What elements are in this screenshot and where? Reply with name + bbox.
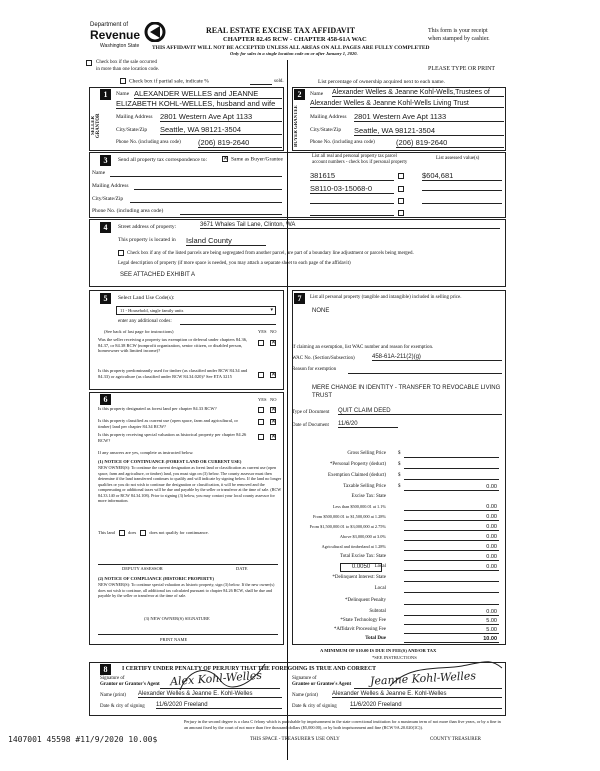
buyer-phone[interactable]: (206) 819-2640 [396,138,504,148]
form-subtitle: CHAPTER 82.45 RCW - CHAPTER 458-61A WAC [223,36,367,43]
doc-date-label: Date of Document [292,423,329,428]
calc-total-state-value[interactable]: 0.00 [404,554,499,561]
s5-q1: Was the seller receiving a property tax exemption or deferral under chapters 84.36, 84.37, or 84.38 RCW (nonprofit organization, senior citizen, or disabled person, homeowner with limited income)? [98,337,248,353]
receipt-note-1: This form is your receipt [428,28,488,34]
treasurer-use: THIS SPACE - TREASURER'S USE ONLY [250,737,340,742]
s6-q1-no[interactable]: ✕ [271,407,277,413]
calc-tech-fee [292,618,506,626]
new-owner-signature-label: (3) NEW OWNER(S) SIGNATURE [144,616,210,621]
calc-local [292,564,506,572]
minimum-note: A MINIMUM OF $10.00 IS DUE IN FEE(S) AND/OR TAX [320,648,437,653]
parcel-4[interactable] [310,209,394,216]
multi-location-label-2: in more than one location code. [96,67,160,72]
calc-tier4-label: Above $3,000,000 at 3.0% [339,534,386,539]
street-label: Street address of property: [118,224,177,230]
section-6-number: 6 [100,394,111,405]
partial-sale-row[interactable] [120,78,209,84]
no-header-5: NO [270,329,277,334]
deputy-assessor-label: DEPUTY ASSESSOR [122,566,163,571]
section-5-number: 5 [100,293,111,304]
segregated-row[interactable] [118,250,504,256]
calc-agri-value[interactable]: 0.00 [404,544,499,551]
section-2-number: 2 [294,89,305,100]
grantor-sig-label-2: Grantor or Grantor's Agent [100,682,160,687]
dept-line2: Revenue [90,28,141,42]
calc-taxable-dollar: $ [398,484,401,489]
segregated-label: Check box if any of the listed parcels are being segregated from another parcel, are part of a boundary line adjustment or parcels being merged. [127,251,414,257]
calc-personal-label: *Personal Property (deduct) [329,462,386,467]
print-name-label: PRINT NAME [160,637,188,642]
calc-tier3 [292,524,506,532]
calc-delinq-state-label: *Delinquent Interest: State [332,575,386,580]
grantor-stroke [180,664,265,690]
dept-line3: Washington State [100,43,140,49]
calc-personal [292,462,506,470]
grantee-sig-label-2: Grantee or Grantee's Agent [292,682,352,687]
calc-agri-label: Agricultural and timberland at 1.28% [321,544,386,549]
receipt-note-2: when stamped by cashier. [428,36,490,42]
calc-tier1 [292,504,506,512]
calc-taxable [292,484,506,492]
section-6 [89,392,284,645]
calc-penalty [292,598,506,606]
section-3-number: 3 [100,155,111,166]
calc-penalty-label: *Delinquent Penalty [345,598,386,603]
calc-exemption [292,473,506,481]
personal-property-value[interactable]: NONE [312,308,330,314]
only-for-sales-note: Only for sales in a single location code on or after January 1, 2020. [230,51,358,56]
buyer-name-line1[interactable]: Alexander Welles & Jeanne Kohl-Wells,Trustees of [332,89,504,97]
form-warning: THIS AFFIDAVIT WILL NOT BE ACCEPTED UNLESS ALL AREAS ON ALL PAGES ARE FULLY COMPLETED [152,45,430,51]
calc-personal-dollar: $ [398,462,401,467]
calc-local-label: Local [374,564,386,569]
s3-mailing-field[interactable] [134,189,282,190]
section-7-number: 7 [294,293,305,304]
s5-q2: Is this property predominantly used for timber (as classified under RCW 84.34 and 84.33) or agriculture (as classified under RCW 84.34.020)? See ETA 3215 [98,368,248,379]
yes-header-6: YES [258,397,267,402]
certify-statement: I CERTIFY UNDER PENALTY OF PERJURY THAT THE FOREGOING IS TRUE AND CORRECT [122,666,377,672]
grantor-print-name[interactable]: Alexander Welles & Jeanne E. Kohl-Welles [138,691,282,698]
form-title: REAL ESTATE EXCISE TAX AFFIDAVIT [206,26,356,35]
calc-tier2 [292,514,506,522]
see-instructions: *SEE INSTRUCTIONS [372,655,417,660]
grantor-print-label: Name (print) [100,693,126,698]
buyer-phone-label: Phone No. (including area code) [310,140,375,145]
calc-tier2-label: From $500,000.01 to $1,500,000 at 1.28% [312,514,386,519]
wac-label: WAC No. (Section/Subsection) [292,356,355,361]
does-label: does [128,530,137,536]
legal-description[interactable]: SEE ATTACHED EXHIBIT A [120,272,196,278]
s3-phone-label: Phone No. (including area code) [92,208,164,214]
parcel-header-1: List all real and personal property tax parcel [312,154,397,159]
calc-personal-value[interactable] [404,462,499,469]
exemption-note: If claiming an exemption, list WAC number and reason for exemption. [292,345,434,350]
calc-total-due [292,636,506,644]
s6-q3-no[interactable]: ✕ [271,434,277,440]
calc-delinq-state [292,575,506,583]
section-1-number: 1 [100,89,111,100]
yes-header-5: YES [258,329,267,334]
assessed-header: List assessed value(s) [436,156,480,161]
s3-mailing-label: Mailing Address [92,183,129,189]
if-yes-note: If any answers are yes, complete as instructed below. [98,450,194,455]
no-header-6: NO [270,397,277,402]
doc-date-value[interactable]: 11/6/20 [338,421,398,428]
s3-name-field[interactable] [110,176,282,177]
s6-q1-yes[interactable] [258,407,264,413]
grantor-date-city[interactable]: 11/6/2020 Freeland [156,702,282,709]
seller-side-label: SELLER GRANTOR [91,113,101,139]
calc-taxable-value[interactable]: 0.00 [404,484,499,491]
seller-name-line2[interactable]: ELIZABETH KOHL-WELLES, husband and wife [116,99,282,109]
calc-tier4 [292,534,506,542]
signature-strokes [90,656,510,696]
notice1-title: (1) NOTICE OF CONTINUANCE (FOREST LAND OR CURRENT USE) [98,459,242,464]
calc-total-state [292,554,506,562]
calc-penalty-value[interactable] [404,598,499,605]
qualify-row [98,530,209,536]
s3-phone-field[interactable] [180,214,282,215]
calc-total-state-label: Total Excise Tax: State [339,554,386,559]
grantee-print-label: Name (print) [292,693,318,698]
parcel-3[interactable] [310,197,394,204]
calc-exemption-value[interactable] [404,473,499,480]
notice2-title: (2) NOTICE OF COMPLIANCE (HISTORIC PROPERTY) [98,576,214,581]
doc-type-label: Type of Document [292,410,330,415]
parcel-4-personal-checkbox[interactable] [398,210,404,216]
s6-q1: Is this property designated as forest land per chapter 84.33 RCW? [98,406,217,411]
buyer-mailing-label: Mailing Address [310,114,347,120]
calc-exemption-dollar: $ [398,473,401,478]
additional-codes-field[interactable] [180,324,276,325]
calc-tech-fee-value[interactable]: 5.00 [404,618,499,625]
section-4-number: 4 [100,222,111,233]
deputy-assessor-line[interactable] [98,564,278,565]
calc-exemption-label: Exemption Claimed (deduct) [327,473,386,478]
parcel-2[interactable]: S8110-03-15068-0 [310,184,394,194]
calc-excise-state-label: Excise Tax: State [351,494,386,499]
calc-tier1-value[interactable]: 0.00 [404,504,499,511]
does-not-label: does not qualify for continuance. [149,530,209,536]
section-8-number: 8 [100,664,111,675]
calc-tier3-value[interactable]: 0.00 [404,524,499,531]
grantee-stroke [390,662,502,686]
deputy-date-label: DATE [236,566,248,571]
this-land-label: This land [98,530,115,536]
calc-taxable-label: Taxable Selling Price [343,484,386,489]
located-label: This property is located in [118,237,176,243]
grantee-signature-scribble: Jeanne Kohl-Welles [369,669,477,688]
assessed-value-2[interactable] [422,184,502,191]
grantor-signature-scribble: Alex Kohl-Welles [169,668,263,689]
calc-tier1-label: Less than $500,000.01 at 1.1% [332,504,386,509]
s5-q1-yes[interactable] [258,340,264,346]
print-name-line[interactable] [98,634,278,635]
buyer-name-label: Name [310,91,324,97]
grantee-print-name[interactable]: Alexander Welles & Jeanne E. Kohl-Welles [332,691,502,698]
send-correspondence-label: Send all property tax correspondence to: [118,157,208,163]
s5-q2-no[interactable]: ✕ [271,372,277,378]
calc-gross-value[interactable] [404,451,499,458]
partial-sale-label: Check box if partial sale, indicate % [129,78,209,85]
sold-label: sold. [274,79,284,84]
s6-q3-yes[interactable] [258,434,264,440]
multi-location-checkbox[interactable] [86,60,95,66]
calc-tier4-value[interactable]: 0.00 [404,534,499,541]
see-back-note: (See back of last page for instructions) [104,329,174,334]
partial-sale-pct[interactable] [250,84,272,85]
multi-location-label-1: Check box if the sale occurred [96,60,157,65]
buyer-side-label: BUYER GRANTEE [294,105,299,147]
calc-tier3-label: From $1,500,000.01 to $3,000,000 at 2.75% [309,524,386,529]
seller-phone[interactable]: (206) 819-2640 [198,138,282,148]
calc-delinq-local [292,586,506,594]
located-county[interactable]: Island County [186,236,266,246]
calc-affidavit-fee-label: *Affidavit Processing Fee [333,627,386,632]
wac-value[interactable]: 458-61A-211(2)(g) [372,354,502,361]
same-as-buyer-checkbox[interactable]: ✕ [223,156,229,162]
calc-gross-label: Gross Selling Price [347,451,386,456]
segregated-checkbox[interactable] [118,250,124,256]
calc-total-due-label: Total Due [365,636,386,641]
s5-q1-no[interactable]: ✕ [271,340,277,346]
type-or-print: PLEASE TYPE OR PRINT [428,66,496,72]
calc-excise-state [292,494,506,502]
grantee-date-label: Date & city of signing [292,704,337,709]
calc-agri [292,544,506,552]
s6-q3: Is this property receiving special valuation as historical property per chapter 84.26 RCW? [98,432,247,443]
land-use-label: Select Land Use Code(s): [118,295,175,301]
calc-affidavit-fee-value[interactable]: 5.00 [404,627,499,634]
treasurer-stamp: 1407001 45598 #11/9/2020 10.00$ [8,735,158,744]
does-not-checkbox[interactable] [140,530,146,536]
dor-logo-mark [144,22,166,42]
s6-q2-yes[interactable] [258,419,264,425]
chevron-down-icon: ▾ [270,308,273,313]
calc-delinq-local-label: Local [374,586,386,591]
parcel-header-2: account numbers - check box if personal property [312,160,408,165]
multi-location-box[interactable] [86,60,92,66]
notice1-body: NEW OWNER(S): To continue the current designation as forest land or classification as current use (open space, farm and agriculture, or timber) land, you must sign on (3) below. The county assessor must then determine if the land transferred continues to qualify and will indicate by signing below. If the land no longer qualifies or you do not wish to continue the designation or classification, it will be removed and the compensating or additional taxes will be due and payable by the seller or transferor at the time of sale. (RCW 84.33.140 or RCW 84.34.108). Prior to signing (3) below, you may contact your local county assessor for more information. [98,465,282,503]
seller-city-label: City/State/Zip [116,127,148,133]
reason-label: Reason for exemption [292,367,337,372]
seller-mailing-label: Mailing Address [116,114,153,120]
buyer-name-line2[interactable]: Alexander Welles & Jeanne Kohl-Wells Living Trust [310,100,504,108]
same-as-buyer-row[interactable] [222,156,283,162]
seller-city[interactable]: Seattle, WA 98121-3504 [160,125,282,135]
local-rate-box[interactable]: 0.0050 [340,563,382,572]
land-use-value: 11 - Household, single family units [120,308,184,313]
land-use-select[interactable] [116,306,276,315]
grantor-date-label: Date & city of signing [100,704,145,709]
s5-q2-yes[interactable] [258,372,264,378]
doc-type-value[interactable]: QUIT CLAIM DEED [338,408,502,415]
calc-local-value[interactable]: 0.00 [404,564,499,571]
reason-value[interactable]: MERE CHANGE IN IDENTITY - TRANSFER TO REVOCABLE LIVING TRUST [312,385,501,399]
buyer-city[interactable]: Seattle, WA 98121-3504 [354,126,504,136]
calc-gross-dollar: $ [398,451,401,456]
calc-delinq-state-value[interactable] [404,575,499,582]
seller-name-line1[interactable]: ALEXANDER WELLES and JEANNE [134,89,282,99]
personal-property-label: List all personal property (tangible and intangible) included in selling price. [310,295,462,300]
parcel-1[interactable]: 381615 [310,171,394,181]
grantee-sig-label-1: Signature of [292,676,317,681]
perjury-note: Perjury in the second degree is a class C felony which is punishable by imprisonment in the state correctional institution for a maximum term of not more than five years, or by a fine in an amount fixed by the court of not more than five thousand dollars ($5,000.00), or by both imprisonment and fine (RCW 9A.20.020(1C)). [184,719,501,730]
grantor-sig-label-1: Signature of [100,676,125,681]
buyer-city-label: City/State/Zip [310,127,342,133]
seller-phone-label: Phone No. (including area code) [116,140,181,145]
legal-label: Legal description of property (if more space is needed, you may attach a separate sheet to each page of the affidavit) [118,261,351,266]
reason-line[interactable] [348,373,502,374]
s3-city-label: City/State/Zip [92,196,124,202]
calc-tech-fee-label: *State Technology Fee [340,618,386,623]
s3-city-field[interactable] [130,202,282,203]
seller-mailing[interactable]: 2801 Western Ave Apt 1133 [160,112,282,122]
calc-subtotal-label: Subtotal [369,609,386,614]
county-treasurer: COUNTY TREASURER [430,737,481,742]
calc-total-due-value[interactable]: 10.00 [404,636,499,643]
list-pct-label: List percentage of ownership acquired next to each name. [318,79,445,85]
same-as-buyer-label: Same as Buyer/Grantee [231,156,283,163]
calc-delinq-local-value[interactable] [404,586,499,593]
s6-q2-no[interactable]: ✕ [271,419,277,425]
seller-name-label: Name [116,91,130,97]
calc-subtotal-value[interactable]: 0.00 [404,609,499,616]
parcel-3-personal-checkbox[interactable] [398,198,404,204]
s6-q2: Is this property classified as current use (open space, farm and agricultural, or timber) land per chapter 84.34 RCW? [98,418,238,429]
calc-affidavit-fee [292,627,506,635]
assessed-value-3[interactable] [422,197,502,204]
does-checkbox[interactable] [119,530,125,536]
calc-gross [292,451,506,459]
dept-line1: Department of [90,22,129,28]
buyer-mailing[interactable]: 2801 Western Ave Apt 1133 [354,112,504,122]
additional-codes-label: enter any additional codes: [118,319,172,324]
assessed-value[interactable]: $604,681 [422,171,502,181]
partial-sale-checkbox[interactable] [120,78,126,84]
calc-tier2-value[interactable]: 0.00 [404,514,499,521]
calc-subtotal [292,609,506,617]
grantee-date-city[interactable]: 11/6/2020 Freeland [350,702,502,709]
parcel-2-personal-checkbox[interactable] [398,186,404,192]
s3-name-label: Name [92,170,106,176]
notice2-body: NEW OWNER(S): To continue special valuation as historic property, sign (3) below. If the new owner(s) does not wish to continue, all additional tax calculated pursuant to chapter 84.26 RCW, shall be due and payable by the seller or transferor at the time of sale. [98,582,275,598]
parcel-1-personal-checkbox[interactable] [398,173,404,179]
street-address[interactable]: 3671 Whales Tail Lane, Clinton, WA [200,222,500,229]
